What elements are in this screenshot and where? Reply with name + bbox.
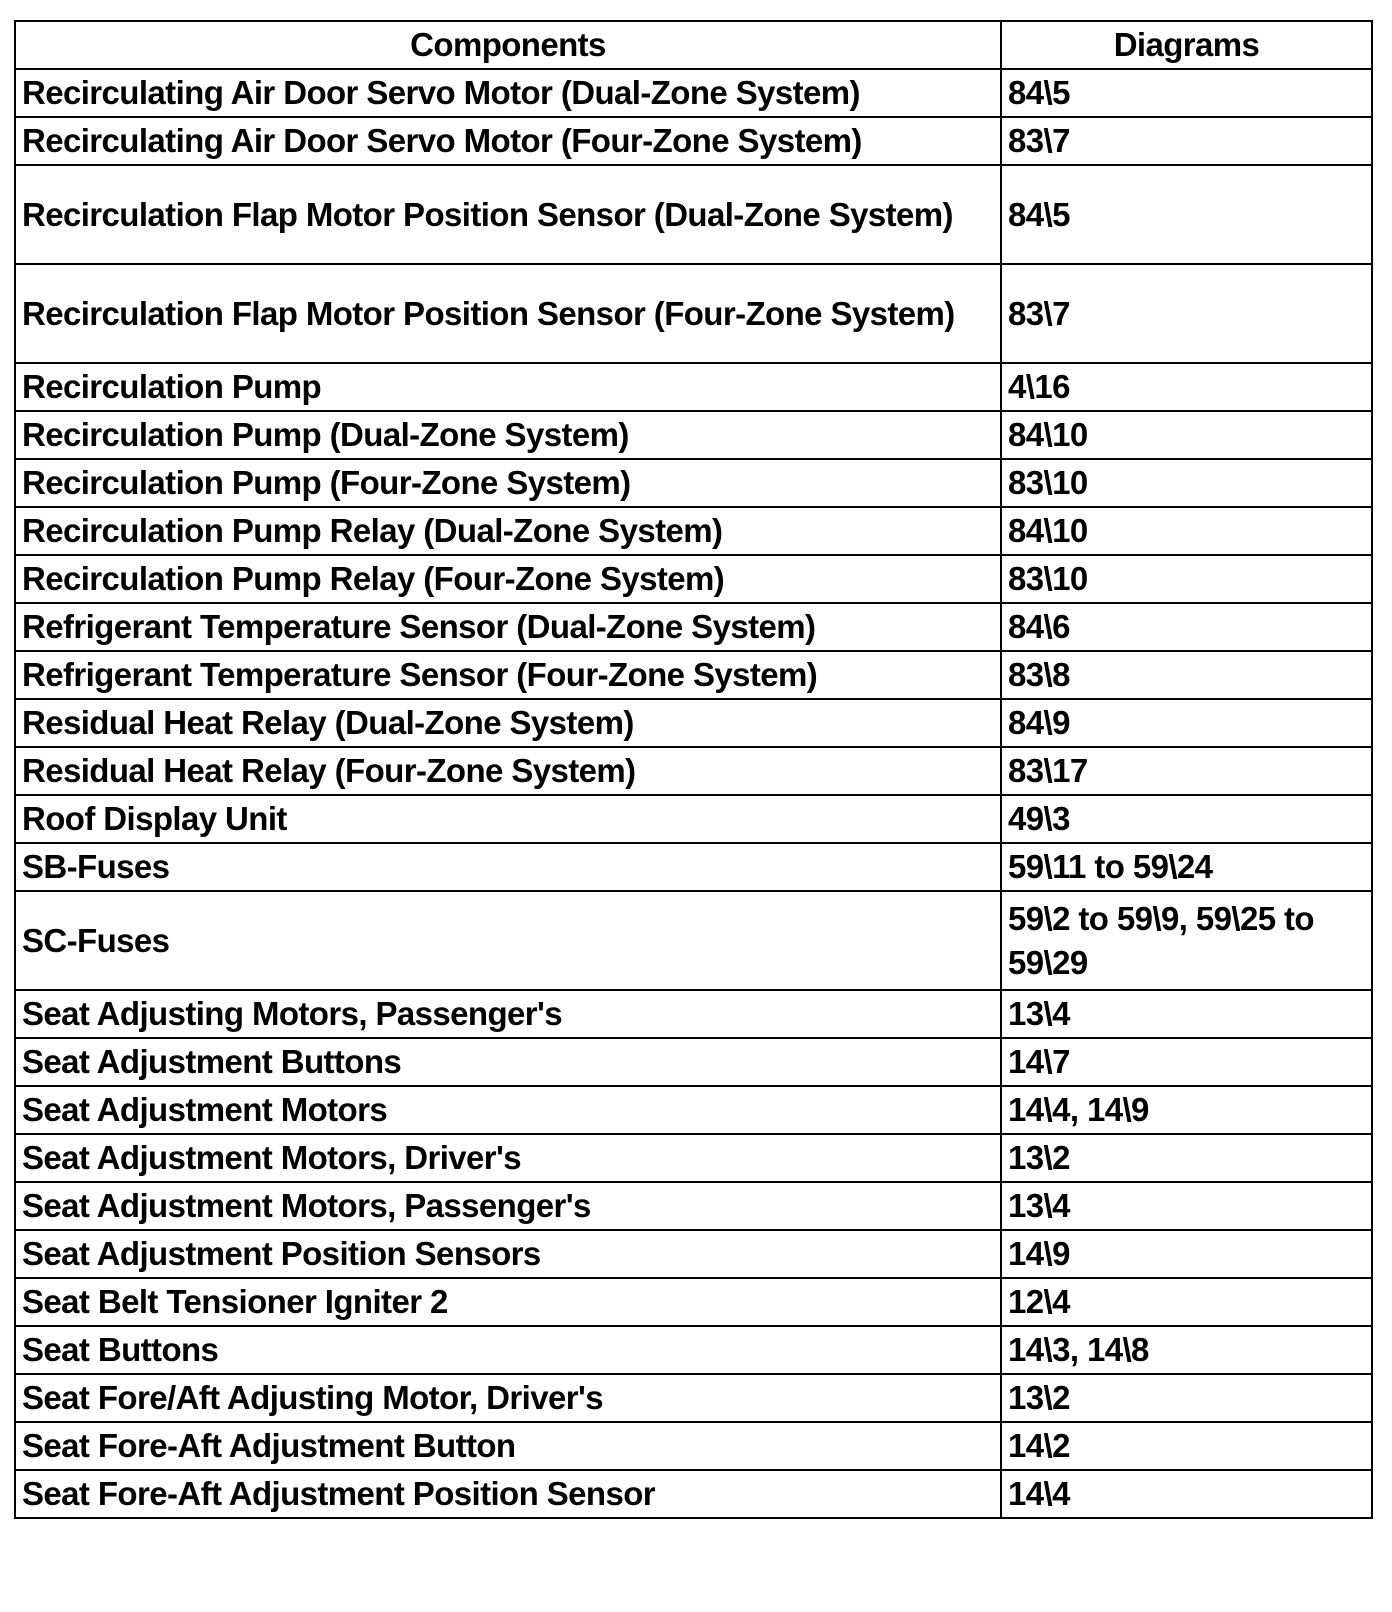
diagram-cell: 13\4 bbox=[1001, 1182, 1372, 1230]
diagram-cell: 83\17 bbox=[1001, 747, 1372, 795]
table-row bbox=[15, 1134, 1372, 1182]
component-cell: Residual Heat Relay (Four-Zone System) bbox=[15, 747, 1001, 795]
component-cell: Seat Fore-Aft Adjustment Button bbox=[15, 1422, 1001, 1470]
component-cell: Seat Adjustment Buttons bbox=[15, 1038, 1001, 1086]
diagram-cell: 4\16 bbox=[1001, 363, 1372, 411]
table-row bbox=[15, 843, 1372, 891]
table-row bbox=[15, 264, 1372, 363]
table-row bbox=[15, 1326, 1372, 1374]
component-cell: Roof Display Unit bbox=[15, 795, 1001, 843]
component-cell: Recirculation Pump (Dual-Zone System) bbox=[15, 411, 1001, 459]
diagram-cell: 84\5 bbox=[1001, 69, 1372, 117]
component-cell: Recirculation Pump bbox=[15, 363, 1001, 411]
diagram-cell: 83\10 bbox=[1001, 459, 1372, 507]
diagram-cell: 84\6 bbox=[1001, 603, 1372, 651]
table-row bbox=[15, 1182, 1372, 1230]
component-cell: Recirculation Flap Motor Position Sensor (Four-Zone System) bbox=[15, 264, 1001, 363]
diagram-cell: 83\7 bbox=[1001, 117, 1372, 165]
component-cell: SB-Fuses bbox=[15, 843, 1001, 891]
diagram-cell: 49\3 bbox=[1001, 795, 1372, 843]
diagram-cell: 14\9 bbox=[1001, 1230, 1372, 1278]
component-cell: Seat Adjustment Motors, Driver's bbox=[15, 1134, 1001, 1182]
diagram-cell: 84\10 bbox=[1001, 411, 1372, 459]
diagram-cell: 59\2 to 59\9, 59\25 to 59\29 bbox=[1001, 891, 1372, 990]
diagram-cell: 83\7 bbox=[1001, 264, 1372, 363]
table-row bbox=[15, 1086, 1372, 1134]
table-row bbox=[15, 699, 1372, 747]
table-row bbox=[15, 555, 1372, 603]
diagram-cell: 83\8 bbox=[1001, 651, 1372, 699]
diagrams-header: Diagrams bbox=[1001, 21, 1372, 69]
component-cell: Seat Adjustment Position Sensors bbox=[15, 1230, 1001, 1278]
component-cell: SC-Fuses bbox=[15, 891, 1001, 990]
diagram-cell: 14\4 bbox=[1001, 1470, 1372, 1518]
table-row bbox=[15, 651, 1372, 699]
table-row bbox=[15, 411, 1372, 459]
diagram-cell: 14\2 bbox=[1001, 1422, 1372, 1470]
component-cell: Recirculation Pump Relay (Four-Zone System) bbox=[15, 555, 1001, 603]
component-cell: Seat Fore/Aft Adjusting Motor, Driver's bbox=[15, 1374, 1001, 1422]
diagram-cell: 59\11 to 59\24 bbox=[1001, 843, 1372, 891]
diagram-cell: 14\4, 14\9 bbox=[1001, 1086, 1372, 1134]
table-row bbox=[15, 747, 1372, 795]
diagram-cell: 84\5 bbox=[1001, 165, 1372, 264]
table-row bbox=[15, 69, 1372, 117]
component-cell: Recirculating Air Door Servo Motor (Four-Zone System) bbox=[15, 117, 1001, 165]
diagram-cell: 83\10 bbox=[1001, 555, 1372, 603]
table-row bbox=[15, 1422, 1372, 1470]
diagram-cell: 13\2 bbox=[1001, 1134, 1372, 1182]
component-cell: Recirculation Flap Motor Position Sensor (Dual-Zone System) bbox=[15, 165, 1001, 264]
diagram-cell: 14\7 bbox=[1001, 1038, 1372, 1086]
table-row bbox=[15, 1230, 1372, 1278]
diagram-cell: 84\9 bbox=[1001, 699, 1372, 747]
component-index-sheet bbox=[14, 20, 1371, 1519]
component-cell: Seat Fore-Aft Adjustment Position Sensor bbox=[15, 1470, 1001, 1518]
component-cell: Refrigerant Temperature Sensor (Four-Zone System) bbox=[15, 651, 1001, 699]
component-cell: Refrigerant Temperature Sensor (Dual-Zone System) bbox=[15, 603, 1001, 651]
components-header: Components bbox=[15, 21, 1001, 69]
component-diagram-table bbox=[14, 20, 1373, 1519]
component-cell: Seat Adjustment Motors bbox=[15, 1086, 1001, 1134]
table-row bbox=[15, 891, 1372, 990]
table-row bbox=[15, 363, 1372, 411]
component-cell: Recirculation Pump (Four-Zone System) bbox=[15, 459, 1001, 507]
table-row bbox=[15, 1470, 1372, 1518]
header-row bbox=[15, 21, 1372, 69]
component-cell: Seat Buttons bbox=[15, 1326, 1001, 1374]
diagram-cell: 13\4 bbox=[1001, 990, 1372, 1038]
component-cell: Seat Belt Tensioner Igniter 2 bbox=[15, 1278, 1001, 1326]
table-row bbox=[15, 459, 1372, 507]
table-row bbox=[15, 1278, 1372, 1326]
diagram-cell: 14\3, 14\8 bbox=[1001, 1326, 1372, 1374]
component-cell: Seat Adjustment Motors, Passenger's bbox=[15, 1182, 1001, 1230]
table-row bbox=[15, 603, 1372, 651]
component-cell: Recirculating Air Door Servo Motor (Dual-Zone System) bbox=[15, 69, 1001, 117]
component-cell: Recirculation Pump Relay (Dual-Zone System) bbox=[15, 507, 1001, 555]
table-row bbox=[15, 795, 1372, 843]
component-cell: Seat Adjusting Motors, Passenger's bbox=[15, 990, 1001, 1038]
table-row bbox=[15, 165, 1372, 264]
table-row bbox=[15, 507, 1372, 555]
table-row bbox=[15, 1038, 1372, 1086]
component-cell: Residual Heat Relay (Dual-Zone System) bbox=[15, 699, 1001, 747]
diagram-cell: 13\2 bbox=[1001, 1374, 1372, 1422]
table-row bbox=[15, 990, 1372, 1038]
table-row bbox=[15, 1374, 1372, 1422]
diagram-cell: 12\4 bbox=[1001, 1278, 1372, 1326]
diagram-cell: 84\10 bbox=[1001, 507, 1372, 555]
table-row bbox=[15, 117, 1372, 165]
